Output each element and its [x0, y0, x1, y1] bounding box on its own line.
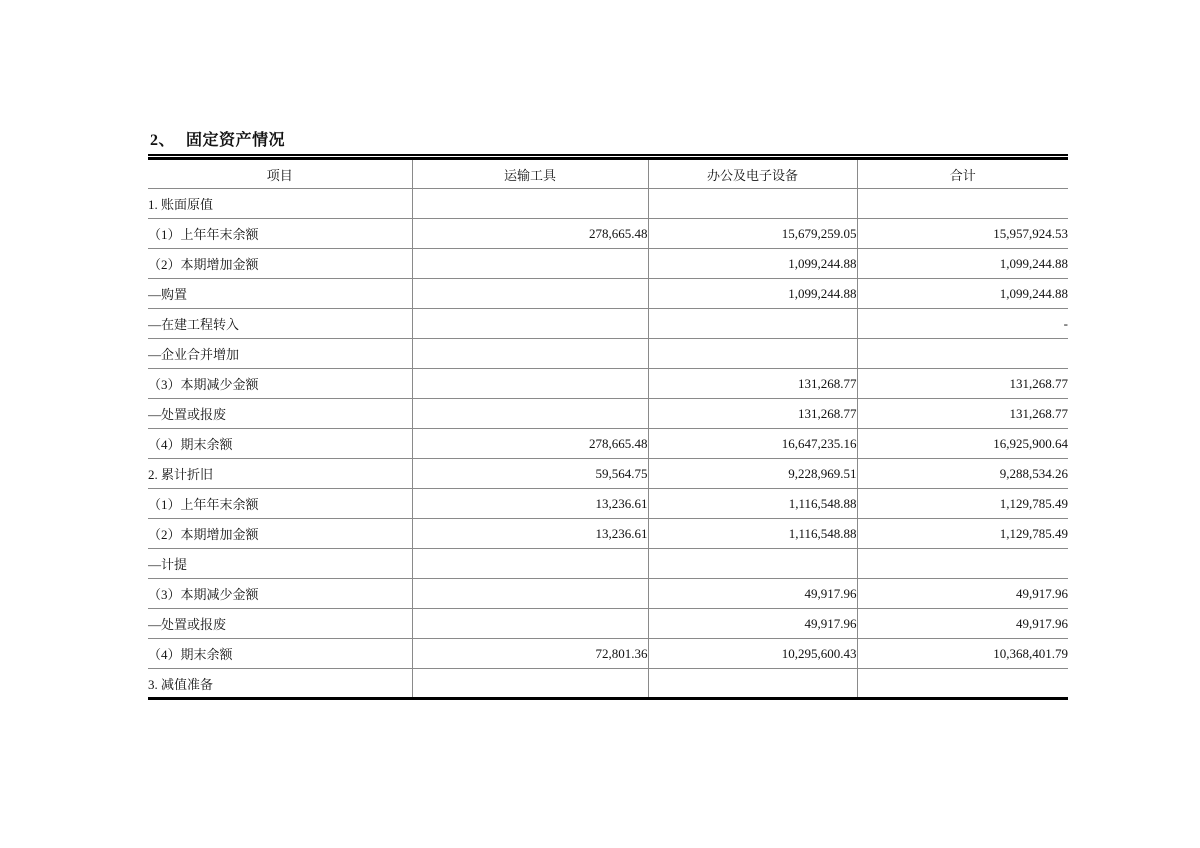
value-cell: 131,268.77 [648, 369, 857, 399]
table-row [148, 339, 1068, 369]
value-cell: 1,099,244.88 [648, 249, 857, 279]
table-row [148, 219, 1068, 249]
value-cell: 13,236.61 [412, 519, 648, 549]
value-cell [412, 579, 648, 609]
value-cell [412, 399, 648, 429]
value-cell [857, 339, 1068, 369]
row-label-cell: —处置或报废 [148, 399, 412, 429]
value-cell: 49,917.96 [857, 609, 1068, 639]
value-cell [648, 189, 857, 219]
row-label-cell: —购置 [148, 279, 412, 309]
value-cell [412, 369, 648, 399]
value-cell: 10,295,600.43 [648, 639, 857, 669]
table-header-row [148, 159, 1068, 189]
section-number: 2、 [150, 132, 176, 149]
row-label-cell: （3）本期减少金额 [148, 369, 412, 399]
table-row [148, 579, 1068, 609]
value-cell: 131,268.77 [648, 399, 857, 429]
header-cell-total: 合计 [857, 159, 1068, 189]
value-cell [412, 609, 648, 639]
row-label-cell: —计提 [148, 549, 412, 579]
value-cell: 72,801.36 [412, 639, 648, 669]
value-cell [412, 549, 648, 579]
value-cell: 15,679,259.05 [648, 219, 857, 249]
value-cell: 1,099,244.88 [857, 249, 1068, 279]
value-cell: 131,268.77 [857, 399, 1068, 429]
table-row [148, 249, 1068, 279]
value-cell: 9,288,534.26 [857, 459, 1068, 489]
row-label-cell: （3）本期减少金额 [148, 579, 412, 609]
table-row [148, 489, 1068, 519]
row-label-cell: （4）期末余额 [148, 429, 412, 459]
table-row [148, 639, 1068, 669]
table-row [148, 309, 1068, 339]
value-cell: 13,236.61 [412, 489, 648, 519]
section-title [148, 131, 1068, 156]
table-row [148, 459, 1068, 489]
row-label-cell: （1）上年年末余额 [148, 219, 412, 249]
value-cell [857, 669, 1068, 699]
row-label-cell: （4）期末余额 [148, 639, 412, 669]
table-row [148, 399, 1068, 429]
value-cell: 15,957,924.53 [857, 219, 1068, 249]
value-cell: 1,099,244.88 [857, 279, 1068, 309]
value-cell: 10,368,401.79 [857, 639, 1068, 669]
value-cell: 9,228,969.51 [648, 459, 857, 489]
value-cell [648, 669, 857, 699]
value-cell: 16,925,900.64 [857, 429, 1068, 459]
value-cell: 1,129,785.49 [857, 489, 1068, 519]
value-cell [412, 279, 648, 309]
value-cell [412, 339, 648, 369]
value-cell: 49,917.96 [648, 579, 857, 609]
table-row [148, 279, 1068, 309]
value-cell: 49,917.96 [648, 609, 857, 639]
row-label-cell: （2）本期增加金额 [148, 519, 412, 549]
value-cell [648, 549, 857, 579]
header-cell-transport: 运输工具 [412, 159, 648, 189]
row-label-cell: （1）上年年末余额 [148, 489, 412, 519]
fixed-assets-table [148, 157, 1068, 700]
row-label-cell: 3. 减值准备 [148, 669, 412, 699]
header-cell-office: 办公及电子设备 [648, 159, 857, 189]
row-label-cell: —在建工程转入 [148, 309, 412, 339]
value-cell: 1,099,244.88 [648, 279, 857, 309]
value-cell [412, 669, 648, 699]
row-label-cell: 2. 累计折旧 [148, 459, 412, 489]
table-row [148, 369, 1068, 399]
value-cell: 49,917.96 [857, 579, 1068, 609]
value-cell: 16,647,235.16 [648, 429, 857, 459]
value-cell: 1,116,548.88 [648, 519, 857, 549]
table-row [148, 669, 1068, 699]
section-title-text: 固定资产情况 [186, 132, 286, 149]
value-cell: 278,665.48 [412, 219, 648, 249]
table-row [148, 429, 1068, 459]
value-cell [412, 249, 648, 279]
value-cell [412, 309, 648, 339]
table-row [148, 609, 1068, 639]
value-cell: - [857, 309, 1068, 339]
row-label-cell: —处置或报废 [148, 609, 412, 639]
table-row [148, 549, 1068, 579]
row-label-cell: 1. 账面原值 [148, 189, 412, 219]
value-cell [412, 189, 648, 219]
table-row [148, 189, 1068, 219]
value-cell [648, 309, 857, 339]
row-label-cell: （2）本期增加金额 [148, 249, 412, 279]
value-cell: 1,129,785.49 [857, 519, 1068, 549]
row-label-cell: —企业合并增加 [148, 339, 412, 369]
value-cell: 278,665.48 [412, 429, 648, 459]
value-cell [857, 189, 1068, 219]
value-cell: 1,116,548.88 [648, 489, 857, 519]
header-cell-item: 项目 [148, 159, 412, 189]
value-cell: 131,268.77 [857, 369, 1068, 399]
value-cell [857, 549, 1068, 579]
table-row [148, 519, 1068, 549]
value-cell: 59,564.75 [412, 459, 648, 489]
fixed-assets-section [148, 131, 1068, 700]
value-cell [648, 339, 857, 369]
